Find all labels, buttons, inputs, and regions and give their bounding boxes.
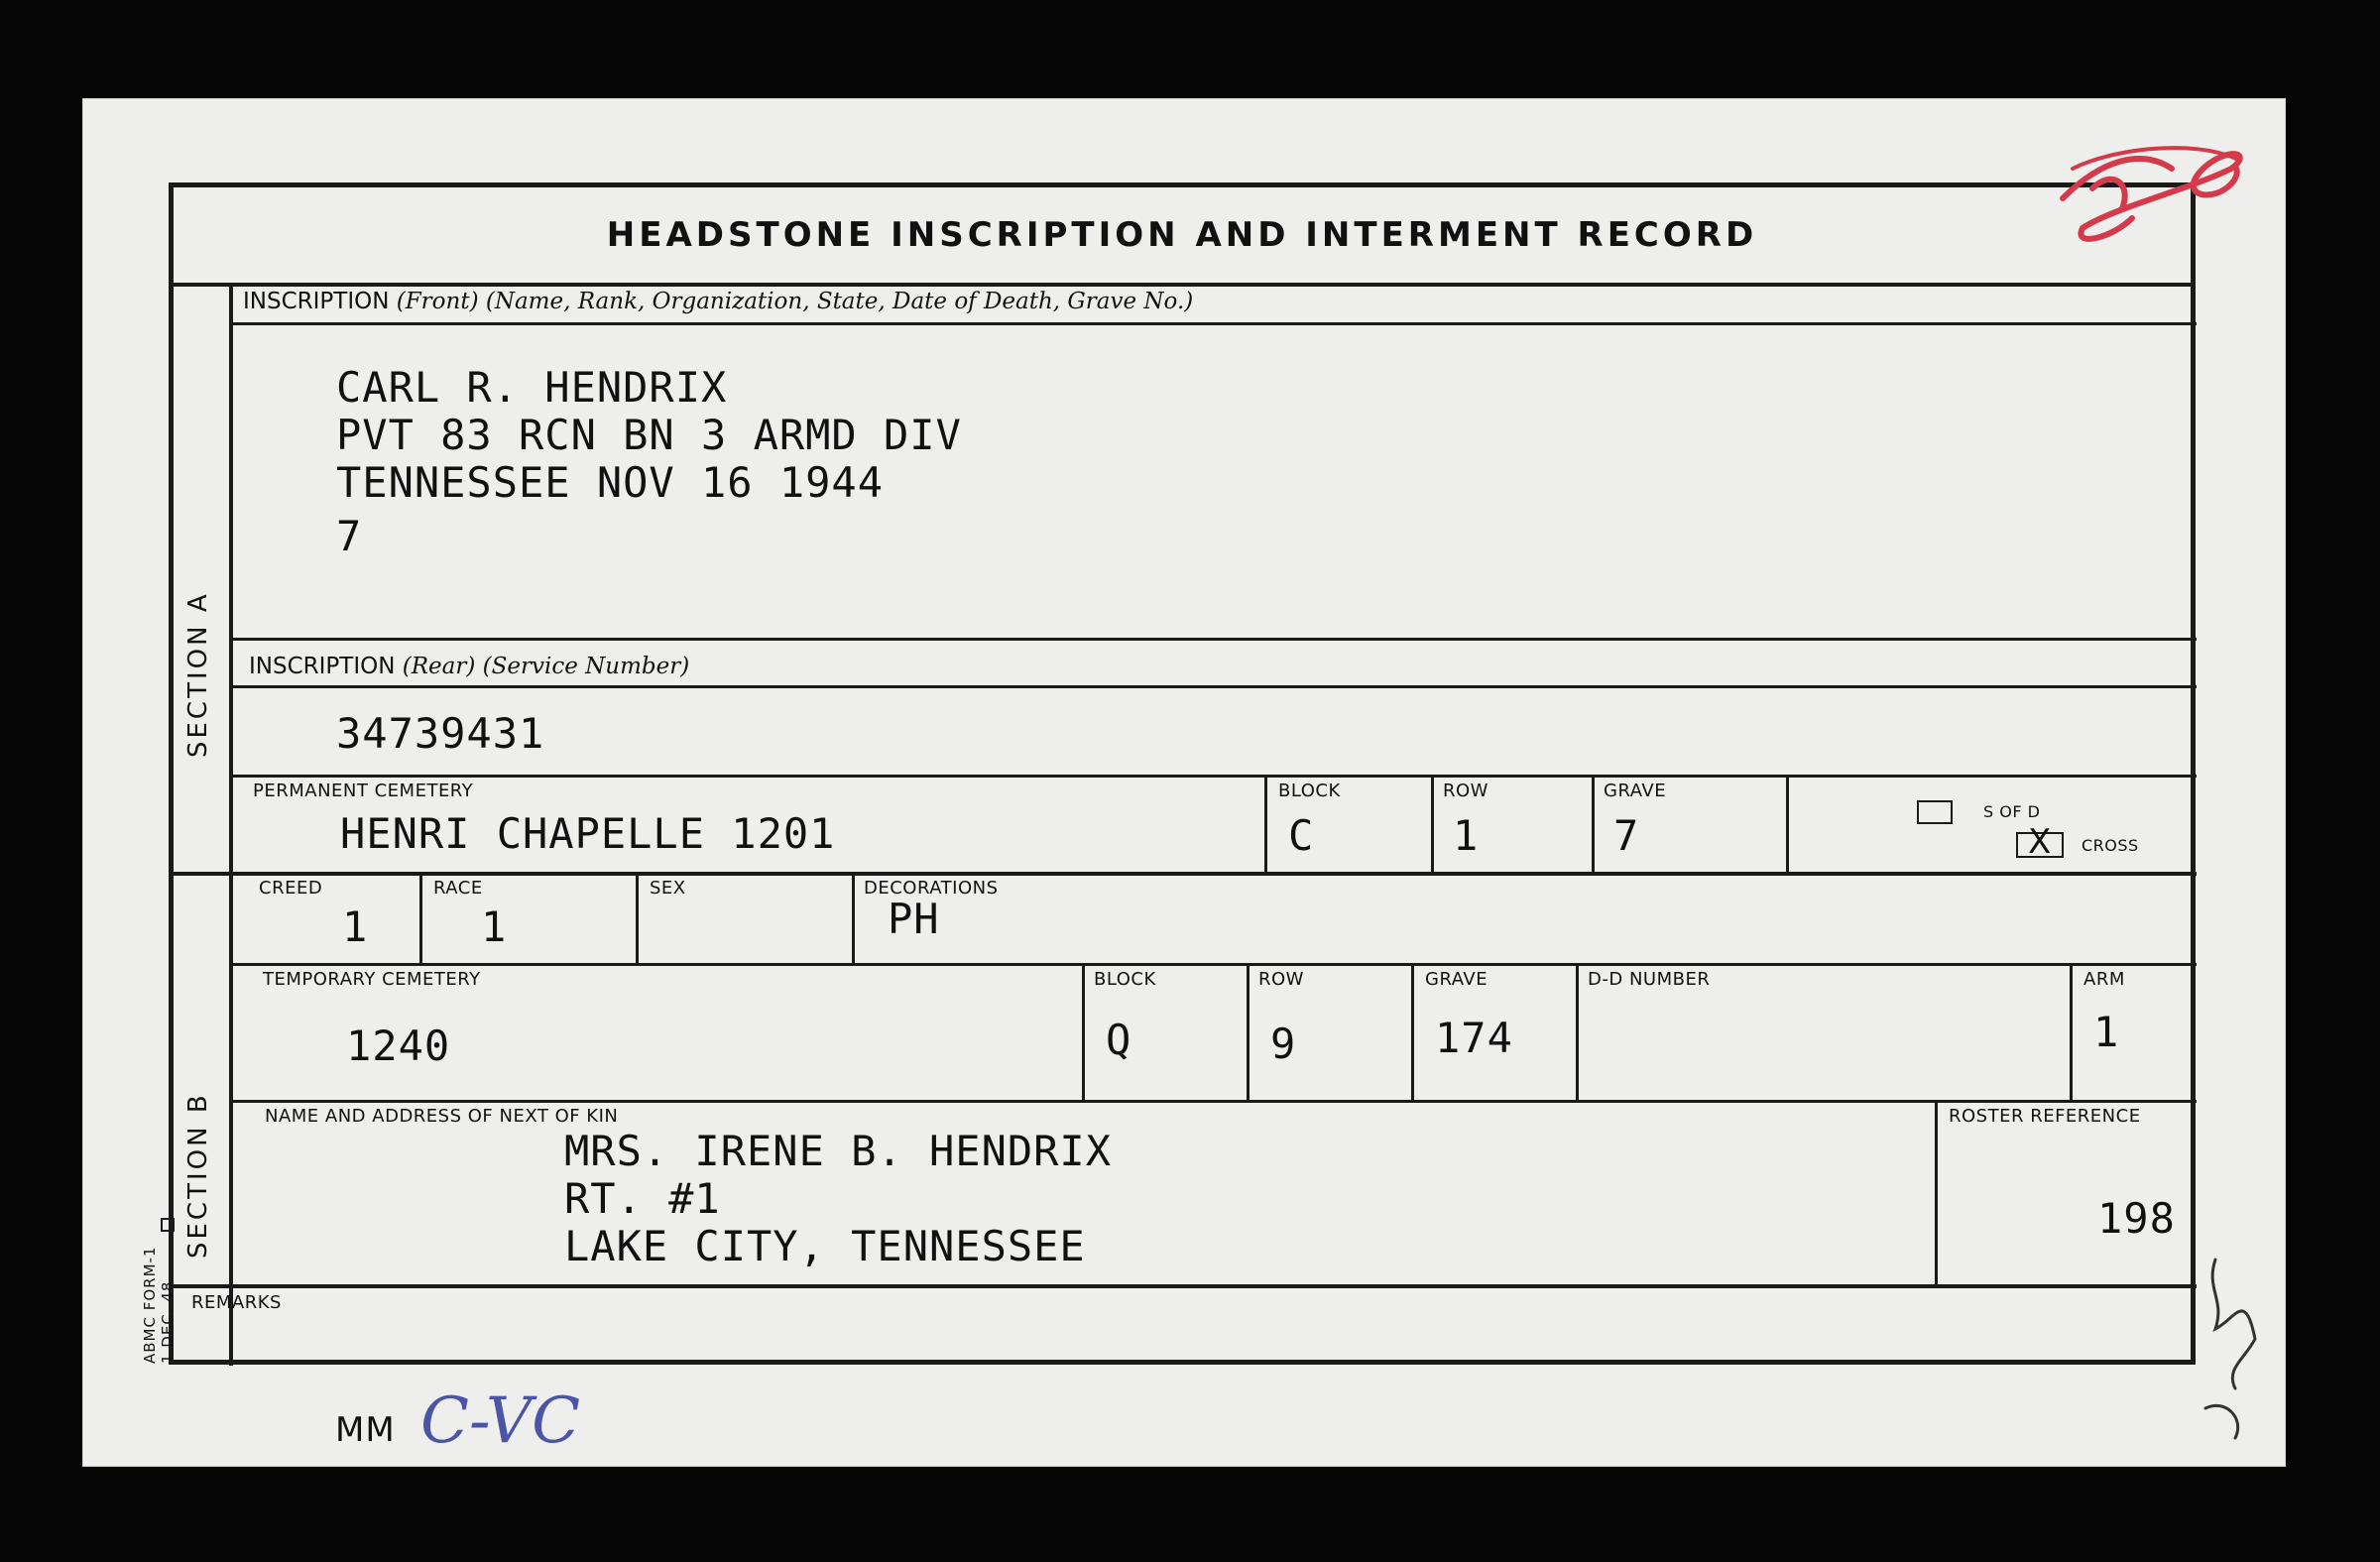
form-id: ABMC FORM-1 [141,1246,159,1364]
next-of-kin-line-1: MRS. IRENE B. HENDRIX [564,1127,1113,1175]
arm-value: 1 [2093,1008,2120,1056]
section-a-label: SECTION A [183,591,213,758]
margin-box [161,1218,175,1232]
permanent-grave-label: GRAVE [1604,781,1667,801]
next-of-kin-line-3: LAKE CITY, TENNESSEE [564,1222,1086,1270]
inscription-front-line-3: TENNESSEE NOV 16 1944 [336,458,885,507]
cross-label: CROSS [2082,836,2139,855]
race-value: 1 [481,902,508,951]
inscription-front-line-1: CARL R. HENDRIX [336,363,728,412]
mm-note: MM [335,1410,396,1450]
dd-number-label: D-D NUMBER [1588,969,1711,990]
blue-handwriting: C-VC [420,1384,581,1458]
permanent-block-label: BLOCK [1278,781,1341,801]
permanent-block-value: C [1288,811,1315,860]
handwritten-initials-mark [2186,1250,2275,1448]
form-frame [169,182,2196,1365]
temporary-grave-label: GRAVE [1425,969,1488,990]
decorations-value: PH [888,895,940,943]
next-of-kin-label: NAME AND ADDRESS OF NEXT OF KIN [265,1106,619,1127]
permanent-grave-value: 7 [1613,811,1640,860]
remarks-label: REMARKS [191,1292,282,1313]
temporary-grave-value: 174 [1435,1014,1513,1062]
form-title: HEADSTONE INSCRIPTION AND INTERMENT RECORD [174,187,2191,287]
service-number: 34739431 [336,709,545,758]
roster-reference-label: ROSTER REFERENCE [1949,1106,2141,1127]
permanent-cemetery-label: PERMANENT CEMETERY [253,781,474,801]
decorations-label: DECORATIONS [864,878,999,899]
permanent-row-value: 1 [1453,811,1480,860]
next-of-kin-line-2: RT. #1 [564,1174,721,1223]
inscription-front-label: INSCRIPTION (Front) (Name, Rank, Organization, State, Date of Death, Grave No.) [243,289,1194,314]
temporary-row-value: 9 [1270,1020,1297,1068]
record-card [83,99,2285,1466]
section-separator [174,872,233,876]
temporary-row-label: ROW [1258,969,1304,990]
section-b-label: SECTION B [183,1092,213,1259]
temporary-cemetery-label: TEMPORARY CEMETERY [263,969,481,990]
inscription-front-line-4: 7 [336,512,363,560]
section-column-divider [229,283,233,1366]
temporary-cemetery-value: 1240 [346,1021,451,1070]
sex-label: SEX [650,878,686,899]
inscription-rear-label: INSCRIPTION (Rear) (Service Number) [249,654,690,679]
arm-label: ARM [2083,969,2125,990]
sofd-checkbox[interactable] [1917,800,1953,824]
cross-checkbox[interactable] [2016,822,2064,862]
red-pencil-mark [2053,129,2251,258]
permanent-cemetery-value: HENRI CHAPELLE 1201 [340,809,836,858]
roster-reference-value: 198 [2097,1194,2176,1243]
temporary-block-label: BLOCK [1094,969,1156,990]
form-date: 1 DEC. 48 [159,1280,177,1364]
cross-check-mark: X [2028,822,2052,862]
temporary-block-value: Q [1106,1016,1132,1064]
creed-value: 1 [342,902,369,951]
permanent-row-label: ROW [1443,781,1488,801]
creed-label: CREED [259,878,323,899]
inscription-front-line-2: PVT 83 RCN BN 3 ARMD DIV [336,411,962,459]
race-label: RACE [433,878,483,899]
sofd-label: S OF D [1983,802,2041,821]
